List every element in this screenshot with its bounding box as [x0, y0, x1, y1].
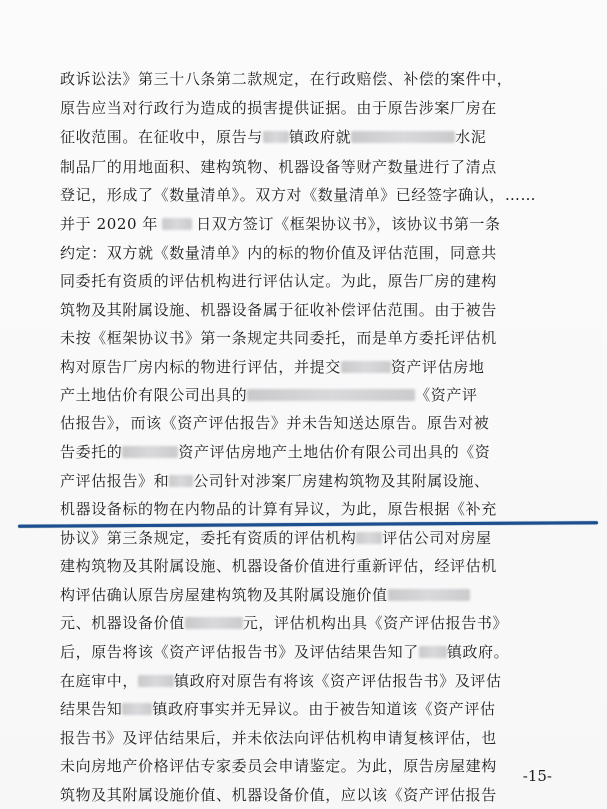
text-segment: 协议》第三条规定，委托有资质的评估机构 — [60, 529, 357, 547]
text-segment: 镇政府就 — [288, 128, 352, 146]
text-segment: 资产评估房地产土地估价有限公司出具的《资 — [178, 443, 491, 461]
text-line — [60, 755, 560, 777]
redaction — [341, 361, 391, 373]
text-segment: 在庭审中， — [60, 672, 139, 690]
text-segment: 构对原告厂房内标的物进行评估，并提交 — [60, 358, 341, 376]
text-segment: 镇政府。 — [446, 643, 510, 661]
text-segment: 后，原告将该《资产评估报告书》及评估结果告知了 — [60, 643, 419, 661]
text-segment: 筑物及其附属设施、机器设备属于征收补偿评估范围。由于被告 — [60, 301, 497, 319]
text-segment: 构评估确认原告房屋建构筑物及其附属设施价值 — [60, 586, 388, 604]
redaction — [169, 475, 193, 487]
text-segment: 估报告》，而该《资产评估报告》并未告知送达原告。原告对被 — [60, 414, 490, 432]
text-line — [60, 156, 560, 178]
text-line — [60, 270, 560, 292]
text-segment: 并于 2020 年 — [60, 215, 159, 233]
text-segment: 告委托的 — [60, 443, 123, 461]
text-segment: 未按《框架协议书》第一条规定共同委托，而是单方委托评估机 — [60, 329, 497, 347]
text-line — [60, 441, 560, 463]
text-segment: 未向房地产价格评估专家委员会申请鉴定。为此，原告房屋建构 — [60, 757, 497, 775]
text-segment: 政诉讼法》第三十八条第二款规定，在行政赔偿、补偿的案件中， — [60, 70, 513, 88]
text-segment: 结果告知 — [60, 700, 123, 718]
redaction — [122, 446, 178, 458]
text-line — [60, 612, 560, 634]
text-line — [60, 356, 560, 378]
text-line — [60, 242, 560, 264]
page-number: -15- — [522, 767, 552, 785]
text-segment: 公司针对涉案厂房建构筑物及其附属设施、 — [193, 472, 490, 490]
text-segment: 征收范围。在征收中，原告与 — [60, 128, 263, 146]
text-segment: 登记，形成了《数量清单》。双方对《数量清单》已经签字确认，…… — [60, 186, 537, 204]
redaction — [388, 589, 470, 601]
text-segment: 水泥 — [455, 128, 487, 146]
text-line — [60, 384, 560, 406]
text-line — [60, 327, 560, 349]
text-line — [60, 727, 560, 749]
text-segment: 产评估报告》和 — [60, 472, 170, 490]
text-segment: 产土地估价有限公司出具的 — [60, 386, 248, 404]
text-line — [60, 68, 560, 90]
text-segment: 评估公司对房屋 — [382, 529, 492, 547]
text-line — [60, 97, 560, 119]
redaction — [351, 131, 455, 143]
text-line — [60, 184, 560, 206]
text-line — [60, 527, 560, 549]
text-line — [60, 670, 560, 692]
text-segment: 《资产评 — [415, 386, 478, 404]
text-segment: 元、机器设备价值 — [60, 614, 185, 632]
redaction — [185, 617, 243, 629]
text-line — [60, 470, 560, 492]
text-line — [60, 213, 560, 235]
text-segment: 筑物及其附属设施价值、机器设备价值，应以该《资产评估报告 — [60, 786, 497, 804]
redaction — [162, 218, 192, 230]
redaction — [122, 703, 152, 715]
redaction — [138, 675, 174, 687]
redaction — [247, 389, 415, 401]
text-segment: 日双方签订《框架协议书》，该协议书第一条 — [196, 215, 501, 233]
text-segment: 镇政府对原告有将该《资产评估报告书》及评估 — [174, 672, 502, 690]
redaction — [356, 532, 382, 544]
text-line — [60, 784, 560, 806]
text-line — [60, 412, 560, 434]
text-line — [60, 299, 560, 321]
text-line — [60, 498, 560, 520]
redaction — [419, 646, 447, 658]
text-segment: 制品厂的用地面积、建构筑物、机器设备等财产数量进行了清点 — [60, 158, 497, 176]
text-segment: 镇政府事实并无异议。由于被告知道该《资产评估 — [152, 700, 496, 718]
text-segment: 报告书》及评估结果后，并未依法向评估机构申请复核评估，也 — [60, 729, 497, 747]
text-line — [60, 698, 560, 720]
text-line — [60, 584, 560, 606]
text-segment: 同委托有资质的评估机构进行评估认定。为此，原告厂房的建构 — [60, 272, 497, 290]
text-segment: 资产评估房地 — [390, 358, 485, 376]
text-segment: 机器设备标的物在内物品的计算有异议，为此，原告根据《补充 — [60, 500, 497, 518]
redaction — [263, 131, 289, 143]
text-segment: 原告应当对行政行为造成的损害提供证据。由于原告涉案厂房在 — [60, 99, 497, 117]
text-line — [60, 126, 560, 148]
text-line — [60, 555, 560, 577]
text-line — [60, 641, 560, 663]
text-segment: 约定：双方就《数量清单》内的标的物价值及评估范围，同意共 — [60, 244, 497, 262]
text-segment: 元，评估机构出具《资产评估报告书》 — [242, 614, 509, 632]
text-segment: 建构筑物及其附属设施、机器设备价值进行重新评估，经评估机 — [60, 557, 497, 575]
